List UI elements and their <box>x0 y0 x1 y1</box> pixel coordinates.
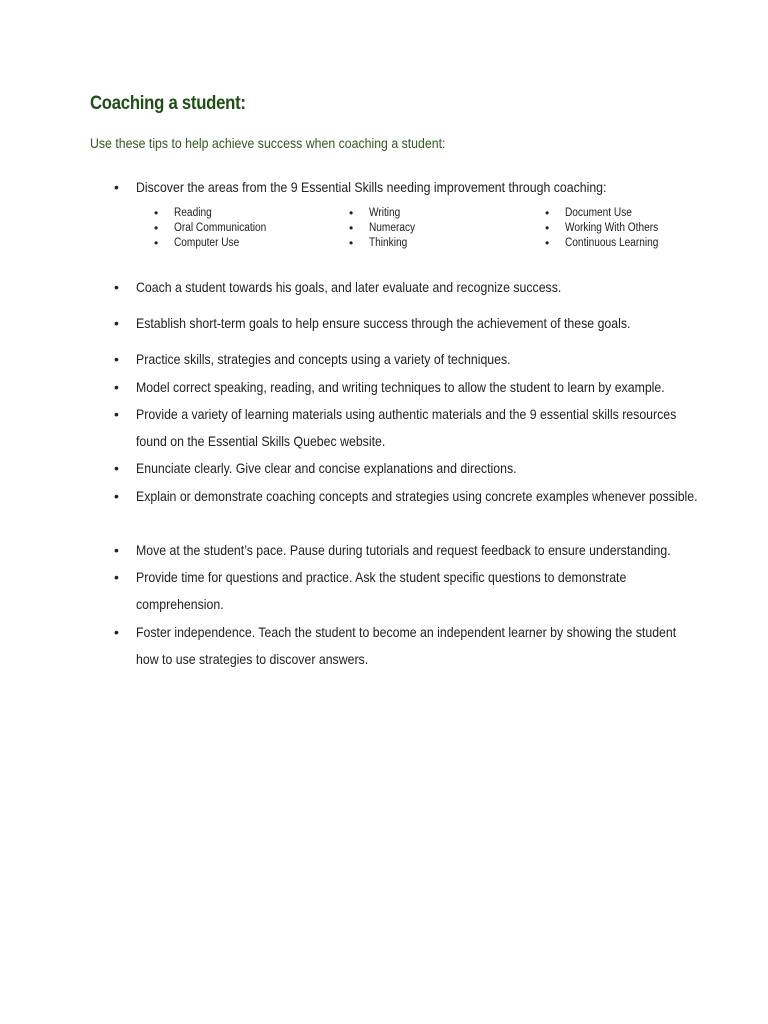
list-item-text: Model correct speaking, reading, and writing techniques to allow the student to learn by example. <box>136 379 665 395</box>
list-item <box>114 374 694 401</box>
bullet-icon: • <box>154 236 159 250</box>
skill-item <box>154 221 279 236</box>
bullet-icon: • <box>114 406 119 422</box>
bullet-icon: • <box>114 279 119 295</box>
bullet-icon: • <box>349 236 354 250</box>
list-item <box>114 537 694 564</box>
skill-item <box>349 236 412 251</box>
list-item <box>114 274 694 301</box>
bullet-icon: • <box>114 460 119 476</box>
list-item-text: Provide a variety of learning materials using authentic materials and the 9 essential skills resources found on the Essential Skills Quebec website. <box>136 406 677 449</box>
list-item <box>114 310 694 337</box>
list-item <box>114 401 694 455</box>
list-item <box>114 174 694 201</box>
bullet-icon: • <box>545 236 550 250</box>
list-item-text: Discover the areas from the 9 Essential Skills needing improvement through coaching: <box>136 179 607 195</box>
skill-label: Writing <box>369 207 401 219</box>
bullet-icon: • <box>154 221 159 235</box>
skill-item <box>154 206 217 221</box>
bullet-icon: • <box>114 379 119 395</box>
list-item <box>114 346 694 373</box>
list-item <box>114 483 698 510</box>
bullet-icon: • <box>114 488 119 504</box>
skill-item <box>154 236 248 251</box>
skill-item <box>349 206 405 221</box>
bullet-icon: • <box>114 569 119 585</box>
bullet-icon: • <box>545 221 550 235</box>
page-title: Coaching a student: <box>90 93 246 114</box>
list-item-text: Establish short-term goals to help ensure success through the achievement of these goals. <box>136 315 631 331</box>
bullet-icon: • <box>114 351 119 367</box>
intro-text: Use these tips to help achieve success when coaching a student: <box>90 135 446 151</box>
skill-label: Continuous Learning <box>565 237 659 249</box>
skill-item <box>349 221 421 236</box>
skill-label: Thinking <box>369 237 408 249</box>
skill-label: Oral Communication <box>174 222 267 234</box>
list-item-text: Coach a student towards his goals, and later evaluate and recognize success. <box>136 279 562 295</box>
list-item-text: Foster independence. Teach the student to become an independent learner by showing the student how to use strategies to discover answers. <box>136 624 677 667</box>
skill-label: Document Use <box>565 207 632 219</box>
skill-label: Working With Others <box>565 222 659 234</box>
bullet-icon: • <box>114 179 119 195</box>
list-item-text: Practice skills, strategies and concepts using a variety of techniques. <box>136 351 511 367</box>
skill-item <box>545 206 641 221</box>
list-item-text: Move at the student’s pace. Pause during tutorials and request feedback to ensure understanding. <box>136 542 671 558</box>
skill-item <box>545 221 671 236</box>
skill-label: Computer Use <box>174 237 240 249</box>
list-item <box>114 455 694 482</box>
bullet-icon: • <box>114 542 119 558</box>
bullet-icon: • <box>545 206 550 220</box>
skill-item <box>545 236 671 251</box>
bullet-icon: • <box>349 206 354 220</box>
skill-label: Reading <box>174 207 212 219</box>
list-item-text: Enunciate clearly. Give clear and concise explanations and directions. <box>136 460 517 476</box>
bullet-icon: • <box>114 624 119 640</box>
bullet-icon: • <box>349 221 354 235</box>
bullet-icon: • <box>154 206 159 220</box>
bullet-icon: • <box>114 315 119 331</box>
skill-label: Numeracy <box>369 222 416 234</box>
list-item <box>114 619 694 673</box>
list-item <box>114 564 694 618</box>
list-item-text: Provide time for questions and practice. Ask the student specific questions to demonstrate comprehension. <box>136 569 627 612</box>
list-item-text: Explain or demonstrate coaching concepts and strategies using concrete examples whenever possible. <box>136 488 698 504</box>
